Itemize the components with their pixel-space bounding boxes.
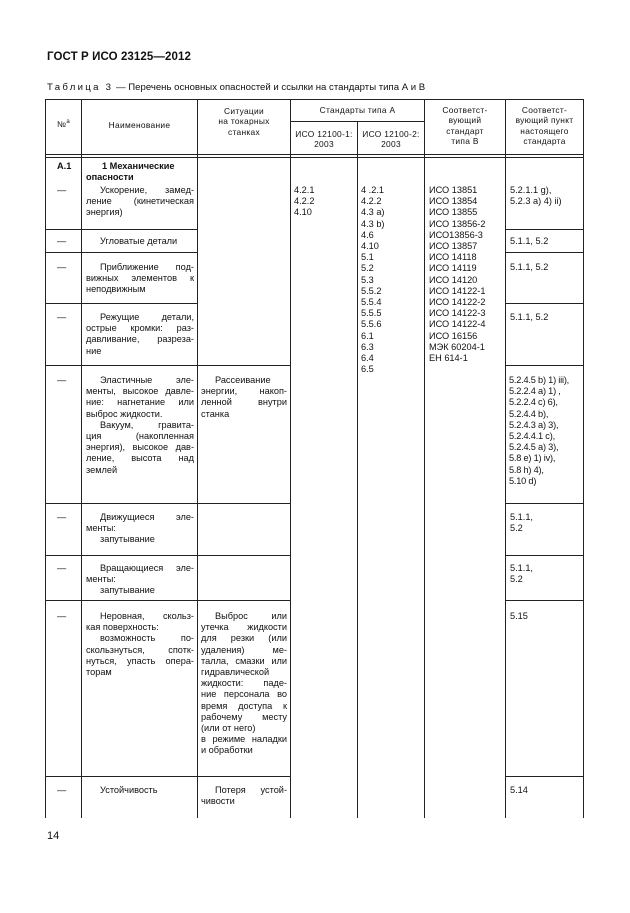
iso-12100-2-clauses: 4 .2.1 4.2.2 4.3 a) 4.3 b) 4.6 4.10 5.1 5.2 5.3 5.5.2 5.5.4 5.5.5 5.5.6 6.1 6.3 6.4 6.5 [361,185,385,375]
table-caption-label: Таблица 3 [47,82,114,93]
row-elastic-elements-name: Эластичные эле- менты, высокое давле- ние: нагнетание или выброс жидкости. Вакуум, гравита- ция (накопленная энергия), высокое дав- ление, высота над землей [86,375,194,475]
header-clause: Соответст- вующий пункт настоящего стандарта [515,105,574,147]
header-name: Наименование [108,120,171,130]
table-caption [47,82,425,93]
row-elastic-elements-number: — [57,375,67,385]
header-type-a: Стандарты типа А [319,105,396,115]
row-stability-situation: Потеря устой- чивости [201,785,287,807]
row-rotating-elements-number: — [57,563,67,573]
row-stability-number: — [57,785,67,795]
row-a1-number: А.1 [57,161,72,171]
row-angular-parts-clause: 5.1.1, 5.2 [510,236,549,246]
row-cutting-parts-name: Режущие детали, острые кромки: раз- давливание, разреза- ние [86,312,194,356]
page-number: 14 [47,830,60,842]
row-stability-name: Устойчивость [100,785,158,795]
row-rotating-elements-name: Вращающиеся эле- менты: запутывание [86,563,194,596]
row-stability-clause: 5.14 [510,785,528,795]
row-acceleration-name: Ускорение, замед- ление (кинетическая энергия) [86,185,194,218]
row-acceleration-number: — [57,185,67,195]
row-rotating-elements-clause: 5.1.1, 5.2 [510,563,533,585]
header-type-b: Соответст- вующий стандарт типа В [442,105,488,147]
row-approach-name: Приближение под- вижных элементов к неподвижным [86,262,194,295]
row-a1-name: 1 Механические опасности [86,161,175,183]
header-iso-12100-1: ИСО 12100-1: 2003 [295,129,353,150]
row-moving-elements-number: — [57,512,67,522]
row-slippery-surface-name: Неровная, скольз- кая поверхность: возможность по- скользнуться, спотк- нуться, упасть опера- торам [86,611,194,678]
row-moving-elements-clause: 5.1.1, 5.2 [510,512,533,534]
row-moving-elements-name: Движущиеся эле- менты: запутывание [86,512,194,545]
row-angular-parts-name: Угловатые детали [100,236,178,246]
row-elastic-elements-clause: 5.2.4.5 b) 1) iii), 5.2.2.4 a) 1) , 5.2.2.4 c) 6), 5.2.4.4 b), 5.2.4.3 a) 3), 5.2.4.4.1 c), 5.2.4.5 a) 3), 5.8 e) 1) iv), 5.8 h) 4), 5.10 d) [509,375,570,486]
row-slippery-surface-clause: 5.15 [510,611,528,621]
table-caption-text: — Перечень основных опасностей и ссылки на стандарты типа А и В [113,82,426,93]
header-iso-12100-2: ИСО 12100-2: 2003 [362,129,420,150]
row-slippery-surface-situation: Выброс или утечка жидкости для резки (или удаления) ме- талла, смазки или гидравлической жидкости: паде- ние персонала во время доступа к рабочему месту (или от него) в режиме наладки и обработки [201,611,287,756]
header-situations: Ситуации на токарных станках [218,106,270,137]
document-standard: ГОСТ Р ИСО 23125—2012 [47,51,192,63]
iso-12100-1-clauses: 4.2.1 4.2.2 4.10 [294,185,315,218]
header-number: №$^а$ [57,119,70,129]
row-cutting-parts-clause: 5.1.1, 5.2 [510,312,549,322]
row-angular-parts-number: — [57,236,67,246]
type-b-standards: ИСО 13851 ИСО 13854 ИСО 13855 ИСО 13856-2 ИСО13856-3 ИСО 13857 ИСО 14118 ИСО 14119 ИСО 14120 ИСО 14122-1 ИСО 14122-2 ИСО 14122-3 ИСО 14122-4 ИСО 16156 МЭК 60204-1 ЕН 614-1 [429,185,486,364]
row-slippery-surface-number: — [57,611,67,621]
row-approach-clause: 5.1.1, 5.2 [510,262,549,272]
row-cutting-parts-number: — [57,312,67,322]
row-approach-number: — [57,262,67,272]
row-acceleration-clause: 5.2.1.1 g), 5.2.3 a) 4) ii) [510,185,562,207]
row-elastic-elements-situation: Рассеивание энергии, накоп- ленной внутри станка [201,375,287,419]
